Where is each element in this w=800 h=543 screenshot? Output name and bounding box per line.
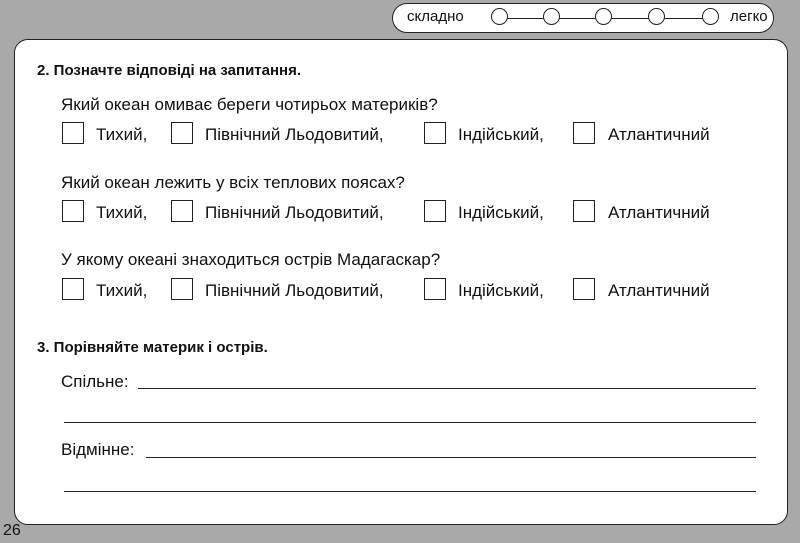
option-label: Тихий, [96, 203, 148, 222]
option-label: Атлантичний [608, 281, 710, 300]
task-2-title: 2. Позначте відповіді на запитання. [37, 62, 302, 79]
question-3-text: У якому океані знаходиться острів Мадагаскар? [61, 250, 441, 269]
checkbox-q1-pacific[interactable] [62, 122, 84, 144]
checkbox-q2-atlantic[interactable] [573, 200, 595, 222]
question-3-options [0, 278, 800, 304]
difficulty-hard-label: складно [407, 8, 464, 25]
option-label: Тихий, [96, 281, 148, 300]
difficulty-point-1[interactable] [491, 8, 508, 25]
checkbox-q2-pacific[interactable] [62, 200, 84, 222]
question-2-text: Який океан лежить у всіх теплових поясах? [61, 173, 405, 192]
option-label: Північний Льодовитий, [205, 203, 384, 222]
option-label: Тихий, [96, 125, 148, 144]
common-answer-line-1[interactable] [138, 388, 756, 389]
option-label: Індійський, [458, 125, 544, 144]
checkbox-q1-atlantic[interactable] [573, 122, 595, 144]
difficulty-point-3[interactable] [595, 8, 612, 25]
difficulty-point-4[interactable] [648, 8, 665, 25]
question-1-text: Який океан омиває береги чотирьох материків? [61, 95, 438, 114]
checkbox-q2-arctic[interactable] [171, 200, 193, 222]
checkbox-q2-indian[interactable] [424, 200, 446, 222]
checkbox-q1-indian[interactable] [424, 122, 446, 144]
difficulty-scale [392, 3, 774, 33]
question-2-options [0, 200, 800, 226]
common-label: Спільне: [61, 372, 129, 391]
difficulty-easy-label: легко [730, 8, 768, 25]
checkbox-q3-atlantic[interactable] [573, 278, 595, 300]
option-label: Атлантичний [608, 125, 710, 144]
checkbox-q3-indian[interactable] [424, 278, 446, 300]
option-label: Індійський, [458, 281, 544, 300]
option-label: Індійський, [458, 203, 544, 222]
page-number: 26 [3, 522, 21, 539]
checkbox-q3-arctic[interactable] [171, 278, 193, 300]
different-answer-line-1[interactable] [146, 457, 756, 458]
option-label: Атлантичний [608, 203, 710, 222]
option-label: Північний Льодовитий, [205, 125, 384, 144]
difficulty-point-5[interactable] [702, 8, 719, 25]
common-answer-line-2[interactable] [64, 422, 756, 423]
option-label: Північний Льодовитий, [205, 281, 384, 300]
checkbox-q1-arctic[interactable] [171, 122, 193, 144]
different-answer-line-2[interactable] [64, 491, 756, 492]
question-1-options [0, 122, 800, 148]
difficulty-point-2[interactable] [543, 8, 560, 25]
different-label: Відмінне: [61, 440, 135, 459]
task-3-title: 3. Порівняйте материк і острів. [37, 339, 268, 356]
checkbox-q3-pacific[interactable] [62, 278, 84, 300]
